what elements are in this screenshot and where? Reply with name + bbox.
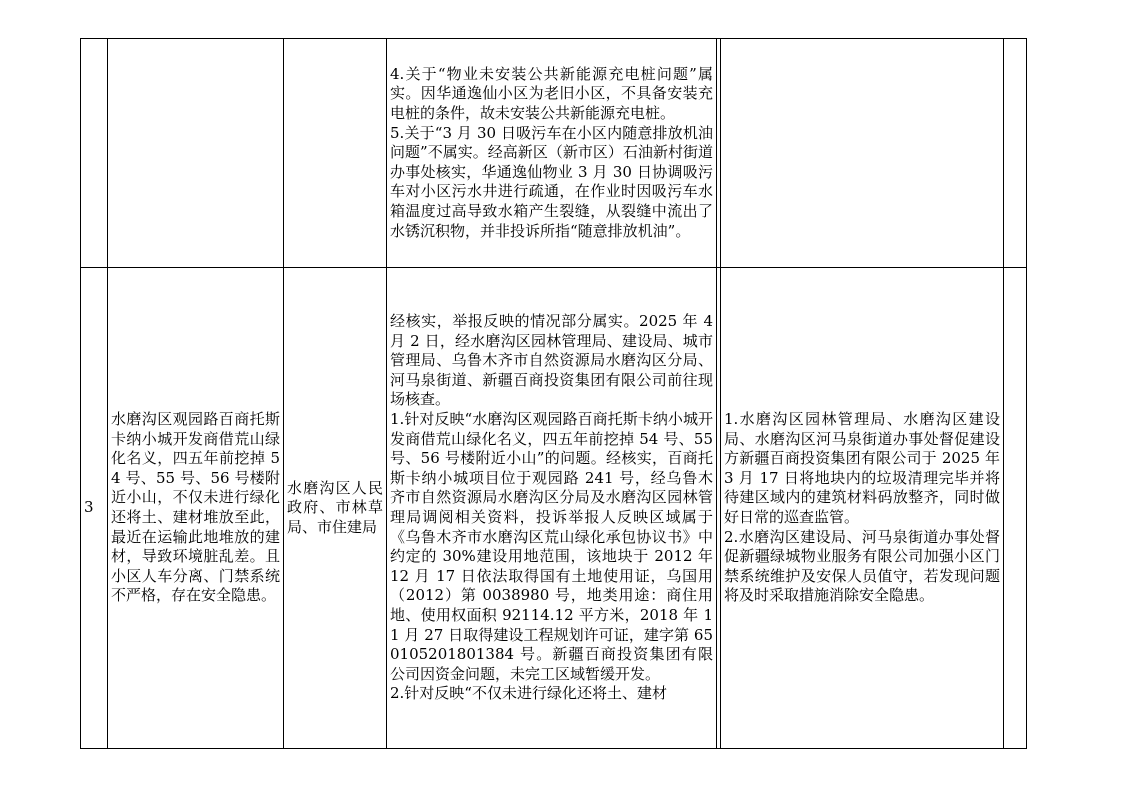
verification-cell — [387, 39, 717, 268]
table-row — [81, 39, 1027, 268]
verification-paragraph: 经核实，举报反映的情况部分属实。2025 年 4 月 2 日，经水磨沟区园林管理局、建设局、城市管理局、乌鲁木齐市自然资源局水磨沟区分局、河马泉街道、新疆百商投资集团有限公司前往现场核查。 — [390, 312, 713, 409]
complaint-cell: 水磨沟区观园路百商托斯卡纳小城开发商借荒山绿化名义，四五年前挖掉 54 号、55 号、56 号楼附近小山，不仅未进行绿化还将土、建材堆放至此，最近在运输此地堆放的建材，导致环境脏乱差。且小区人车分离、门禁系统不严格，存在安全隐患。 — [108, 268, 284, 749]
measures-cell — [721, 39, 1004, 268]
index-cell: 3 — [81, 268, 108, 749]
measure-paragraph: 2.水磨沟区建设局、河马泉街道办事处督促新疆绿城物业服务有限公司加强小区门禁系统维护及安保人员值守，若发现问题将及时采取措施消除安全隐患。 — [724, 527, 1000, 605]
table-row — [81, 268, 1027, 749]
verification-cell — [387, 268, 717, 749]
index-cell — [81, 39, 108, 268]
remark-cell — [1004, 39, 1027, 268]
verification-paragraph: 4.关于“物业未安装公共新能源充电桩问题”属实。因华通逸仙小区为老旧小区，不具备安装充电桩的条件，故未安装公共新能源充电桩。 — [390, 64, 713, 123]
document-table — [80, 38, 1027, 749]
verification-paragraph: 5.关于“3 月 30 日吸污车在小区内随意排放机油问题”不属实。经高新区（新市区）石油新村街道办事处核实，华通逸仙物业 3 月 30 日协调吸污车对小区污水井进行疏通，在作业时因吸污车水箱温度过高导致水箱产生裂缝，从裂缝中流出了水锈沉积物，并非投诉所指“随意排放机油”。 — [390, 123, 713, 240]
department-cell: 水磨沟区人民政府、市林草局、市住建局 — [284, 268, 387, 749]
verification-paragraph: 1.针对反映“水磨沟区观园路百商托斯卡纳小城开发商借荒山绿化名义，四五年前挖掉 54 号、55 号、56 号楼附近小山”的问题。经核实，百商托斯卡纳小城项目位于观园路 241 号，经乌鲁木齐市自然资源局水磨沟区分局及水磨沟区园林管理局调阅相关资料，投诉举报人反映区域属于《乌鲁木齐市水磨沟区荒山绿化承包协议书》中约定的 30%建设用地范围，该地块于 2012 年 12 月 17 日依法取得国有土地使用证，乌国用（2012）第 0038980 号，地类用途：商住用地、使用权面积 92114.12 平方米，2018 年 11 月 27 日取得建设工程规划许可证，建字第 650105201801384 号。新疆百商投资集团有限公司因资金问题，未完工区域暂缓开发。 — [390, 410, 713, 683]
complaint-cell — [108, 39, 284, 268]
remark-cell — [1004, 268, 1027, 749]
verification-paragraph: 2.针对反映“不仅未进行绿化还将土、建材 — [390, 684, 667, 703]
measure-paragraph: 1.水磨沟区园林管理局、水磨沟区建设局、水磨沟区河马泉街道办事处督促建设方新疆百商投资集团有限公司于 2025 年 3 月 17 日将地块内的垃圾清理完毕并将待建区域内的建筑材料码放整齐，同时做好日常的巡查监管。 — [724, 410, 1000, 526]
measures-cell — [721, 268, 1004, 749]
department-cell — [284, 39, 387, 268]
